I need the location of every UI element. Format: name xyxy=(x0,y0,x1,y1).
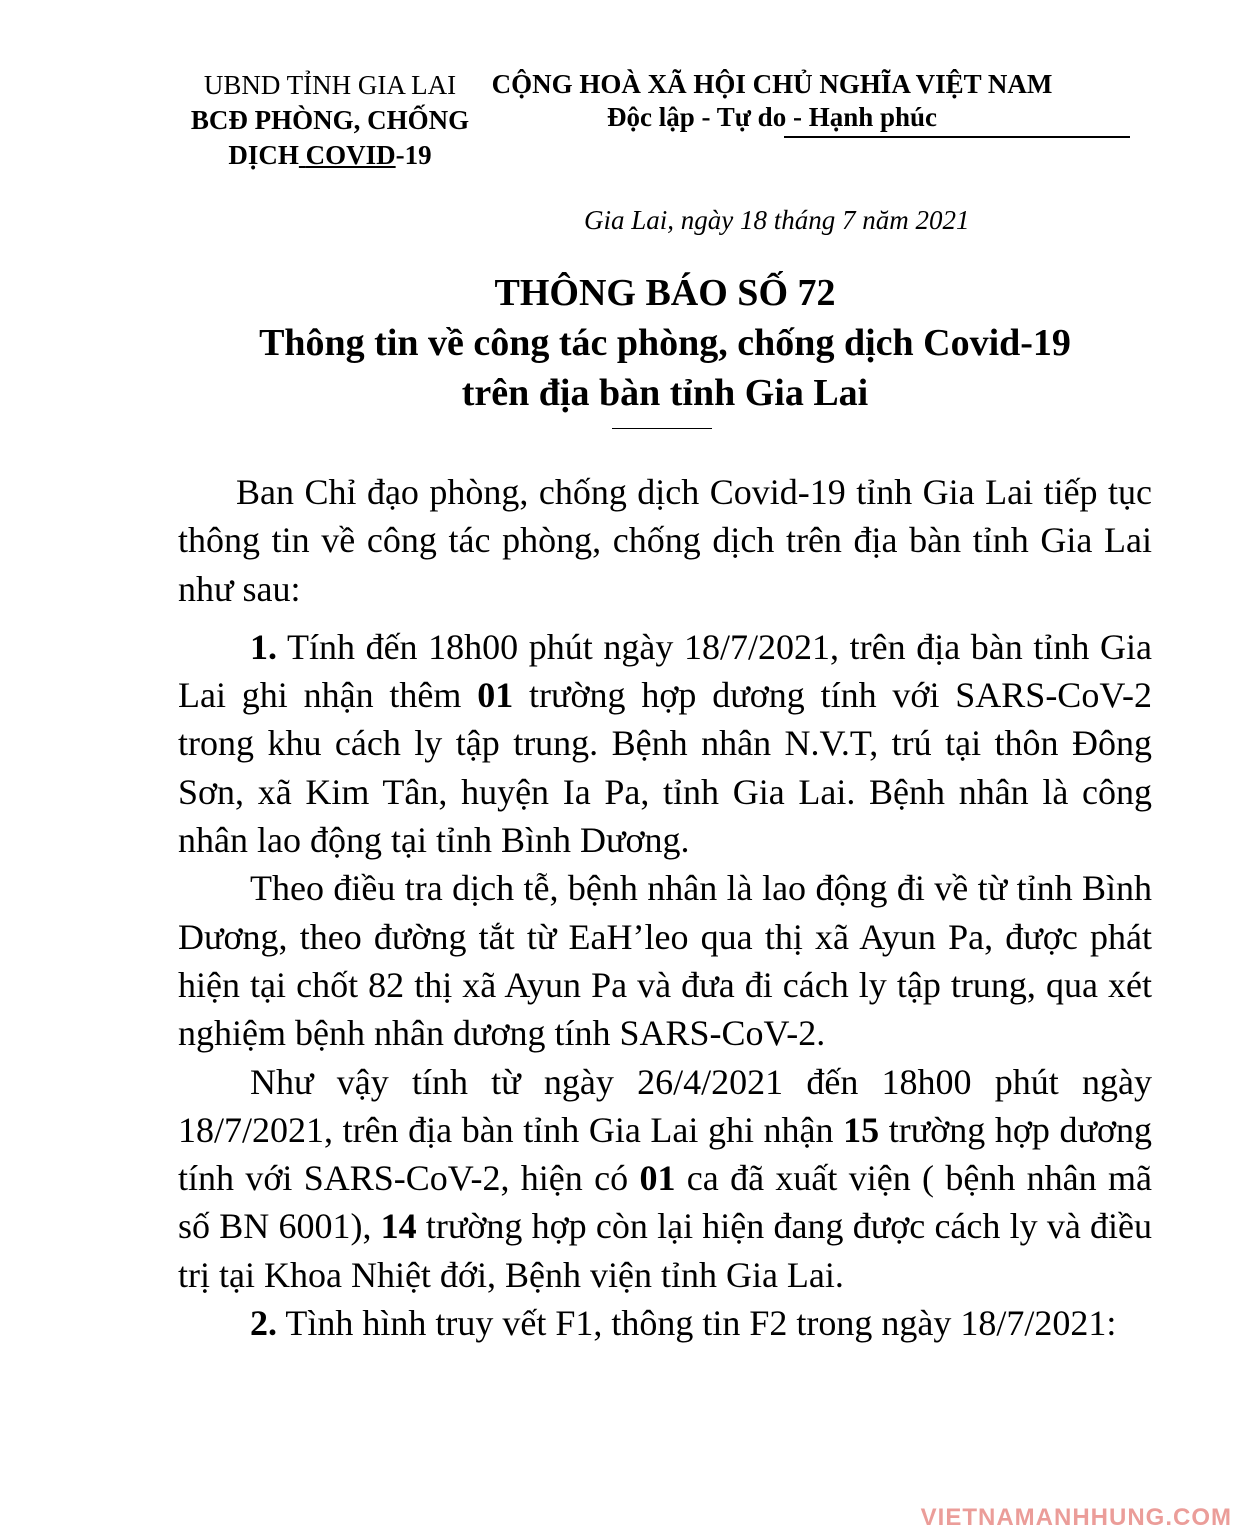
issuer-line-3 xyxy=(170,138,490,173)
title-line-2: Thông tin về công tác phòng, chống dịch Covid-19 xyxy=(259,322,1071,364)
paragraph-4: 2. Tình hình truy vết F1, thông tin F2 trong ngày 18/7/2021: xyxy=(250,1303,1117,1344)
intro-paragraph: Ban Chỉ đạo phòng, chống dịch Covid-19 tỉnh Gia Lai tiếp tục thông tin về công tác phòng, chống dịch trên địa bàn tỉnh Gia Lai như sau: xyxy=(178,472,1152,609)
document-title xyxy=(160,268,1170,418)
paragraph-2: Theo điều tra dịch tễ, bệnh nhân là lao động đi về từ tỉnh Bình Dương, theo đường tắt từ EaH’leo qua thị xã Ayun Pa, được phát hiện tại chốt 82 thị xã Ayun Pa và đưa đi cách ly tập trung, qua xét nghiệm bệnh nhân dương tính SARS-CoV-2. xyxy=(178,868,1152,1054)
document-body xyxy=(178,468,1152,1347)
issuer-line-3c: -19 xyxy=(395,140,432,170)
national-title: CỘNG HOÀ XÃ HỘI CHỦ NGHĨA VIỆT NAM xyxy=(491,69,1053,99)
watermark: VIETNAMANHHUNG.COM xyxy=(920,1504,1232,1531)
title-line-1: THÔNG BÁO SỐ 72 xyxy=(494,272,836,314)
paragraph-1: 1. Tính đến 18h00 phút ngày 18/7/2021, trên địa bàn tỉnh Gia Lai ghi nhận thêm 01 trường hợp dương tính với SARS-CoV-2 trong khu cách ly tập trung. Bệnh nhân N.V.T, trú tại thôn Đông Sơn, xã Kim Tân, huyện Ia Pa, tỉnh Gia Lai. Bệnh nhân là công nhân lao động tại tỉnh Bình Dương. xyxy=(178,626,1152,861)
title-line-3: trên địa bàn tỉnh Gia Lai xyxy=(461,372,869,414)
issuer-line-3b: COVID xyxy=(305,140,396,170)
motto-underline xyxy=(784,136,1130,138)
issuer-block xyxy=(170,68,490,173)
national-motto: Độc lập - Tự do - Hạnh phúc xyxy=(606,102,938,132)
issuer-line-1: UBND TỈNH GIA LAI xyxy=(203,70,457,100)
issuer-line-3a: DỊCH xyxy=(228,140,299,170)
national-motto-block xyxy=(482,68,1062,134)
title-divider xyxy=(612,428,712,429)
document-date: Gia Lai, ngày 18 tháng 7 năm 2021 xyxy=(584,205,970,235)
paragraph-3: Như vậy tính từ ngày 26/4/2021 đến 18h00 phút ngày 18/7/2021, trên địa bàn tỉnh Gia Lai ghi nhận 15 trường hợp dương tính với SARS-CoV-2, hiện có 01 ca đã xuất viện ( bệnh nhân mã số BN 6001), 14 trường hợp còn lại hiện đang được cách ly và điều trị tại Khoa Nhiệt đới, Bệnh viện tỉnh Gia Lai. xyxy=(178,1061,1153,1295)
issuer-line-2: BCĐ PHÒNG, CHỐNG xyxy=(190,105,470,135)
